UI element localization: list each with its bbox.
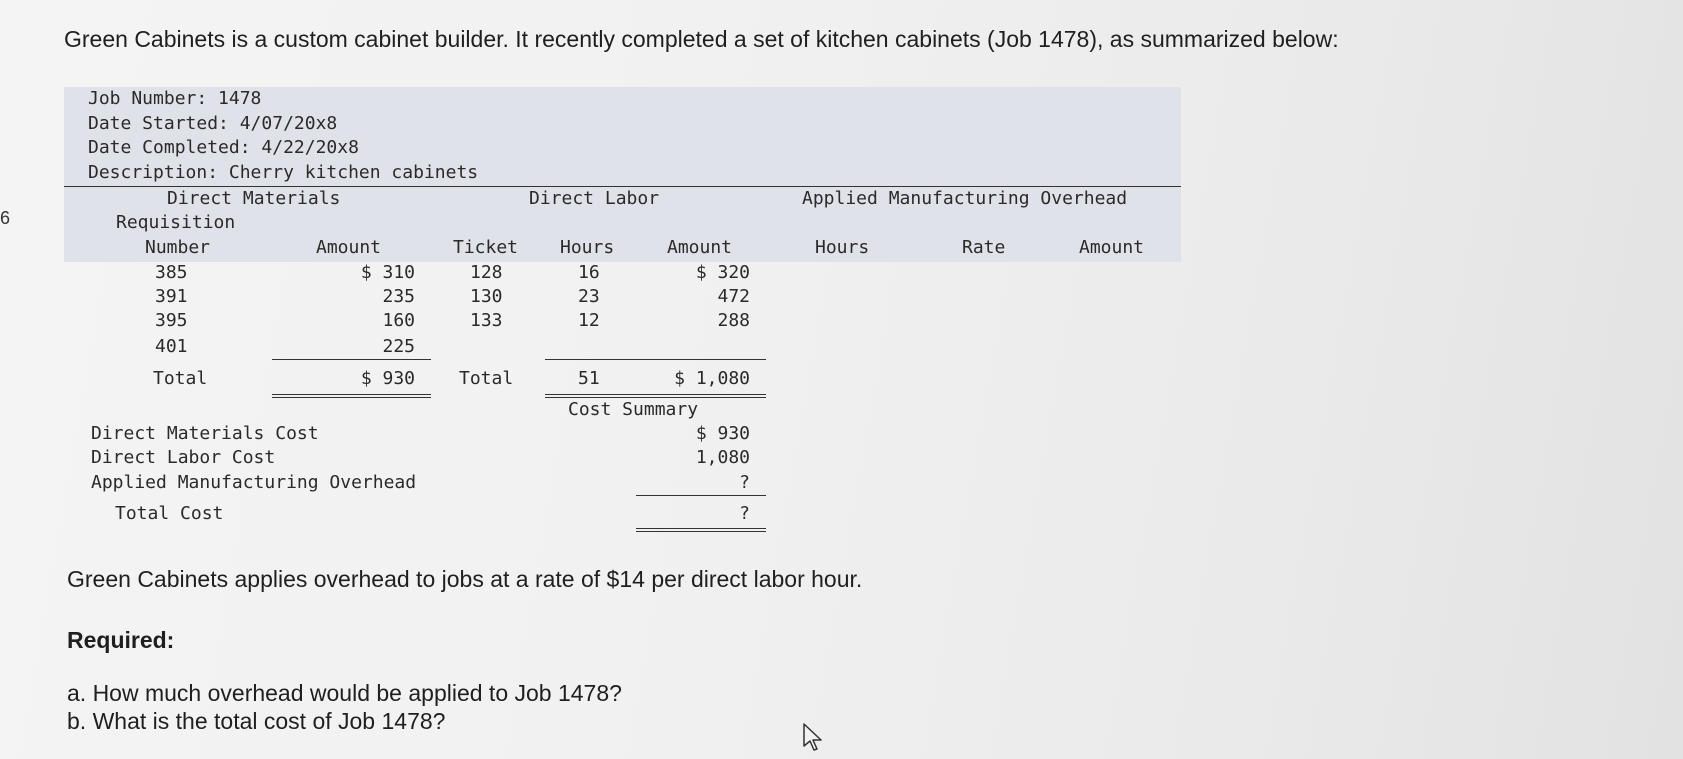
oh-rate-col-header: Rate <box>962 237 1006 258</box>
materials-number-2: 391 <box>155 286 188 307</box>
labor-amount-3: 288 <box>717 310 750 331</box>
labor-hours-3: 12 <box>578 310 600 331</box>
overhead-rate-statement: Green Cabinets applies overhead to jobs at a rate of $14 per direct labor hour. <box>67 566 863 592</box>
materials-total-label: Total <box>153 368 208 389</box>
summary-total-double-rule <box>636 528 766 532</box>
summary-labor-value: 1,080 <box>695 447 750 468</box>
labor-total-amount: $ 1,080 <box>674 368 750 389</box>
materials-amount-2: 235 <box>382 286 415 307</box>
date-started: Date Started: 4/07/20x8 <box>88 113 338 134</box>
summary-labor-label: Direct Labor Cost <box>91 447 276 468</box>
labor-subtotal-rule <box>545 359 766 360</box>
materials-total-amount: $ 930 <box>360 368 415 389</box>
cost-summary-title: Cost Summary <box>568 399 699 420</box>
job-number: Job Number: 1478 <box>88 88 262 109</box>
side-question-number: 6 <box>0 208 11 228</box>
job-description: Description: Cherry kitchen cabinets <box>88 162 479 183</box>
materials-total-double-rule <box>272 394 431 398</box>
question-a: a. How much overhead would be applied to Job 1478? <box>67 680 622 706</box>
overhead-header: Applied Manufacturing Overhead <box>802 188 1128 209</box>
direct-materials-header: Direct Materials <box>167 188 341 209</box>
labor-hours-2: 23 <box>578 286 600 307</box>
labor-hours-1: 16 <box>578 262 600 283</box>
materials-amount-4: 225 <box>382 336 415 357</box>
summary-overhead-value: ? <box>739 472 750 493</box>
intro-text: Green Cabinets is a custom cabinet builder. It recently completed a set of kitchen cabinets (Job 1478), as summarized below: <box>64 26 1339 52</box>
direct-labor-header: Direct Labor <box>529 188 660 209</box>
labor-total-double-rule <box>545 394 766 398</box>
ticket-col-header: Ticket <box>453 237 519 258</box>
requisition-header: Requisition <box>116 212 236 233</box>
materials-number-1: 385 <box>155 262 188 283</box>
labor-ticket-3: 133 <box>470 310 503 331</box>
labor-total-label: Total <box>459 368 514 389</box>
labor-amount-col-header: Amount <box>667 237 733 258</box>
oh-amount-col-header: Amount <box>1079 237 1145 258</box>
amount-col-header: Amount <box>316 237 382 258</box>
summary-subtotal-rule <box>636 495 766 496</box>
materials-number-4: 401 <box>155 336 188 357</box>
date-completed: Date Completed: 4/22/20x8 <box>88 137 359 158</box>
mouse-pointer-icon <box>802 722 824 757</box>
question-b: b. What is the total cost of Job 1478? <box>67 708 446 734</box>
summary-total-label: Total Cost <box>115 503 224 524</box>
oh-hours-col-header: Hours <box>815 237 870 258</box>
materials-subtotal-rule <box>272 359 431 360</box>
required-heading: Required: <box>67 627 175 653</box>
summary-materials-value: $ 930 <box>695 423 750 444</box>
labor-ticket-2: 130 <box>470 286 503 307</box>
materials-amount-3: 160 <box>382 310 415 331</box>
summary-total-value: ? <box>739 503 750 524</box>
summary-overhead-label: Applied Manufacturing Overhead <box>91 472 417 493</box>
summary-materials-label: Direct Materials Cost <box>91 423 319 444</box>
labor-amount-2: 472 <box>717 286 750 307</box>
materials-amount-1: $ 310 <box>360 262 415 283</box>
labor-amount-1: $ 320 <box>695 262 750 283</box>
labor-ticket-1: 128 <box>470 262 503 283</box>
number-col-header: Number <box>145 237 211 258</box>
hours-col-header: Hours <box>560 237 615 258</box>
labor-total-hours: 51 <box>578 368 600 389</box>
materials-number-3: 395 <box>155 310 188 331</box>
